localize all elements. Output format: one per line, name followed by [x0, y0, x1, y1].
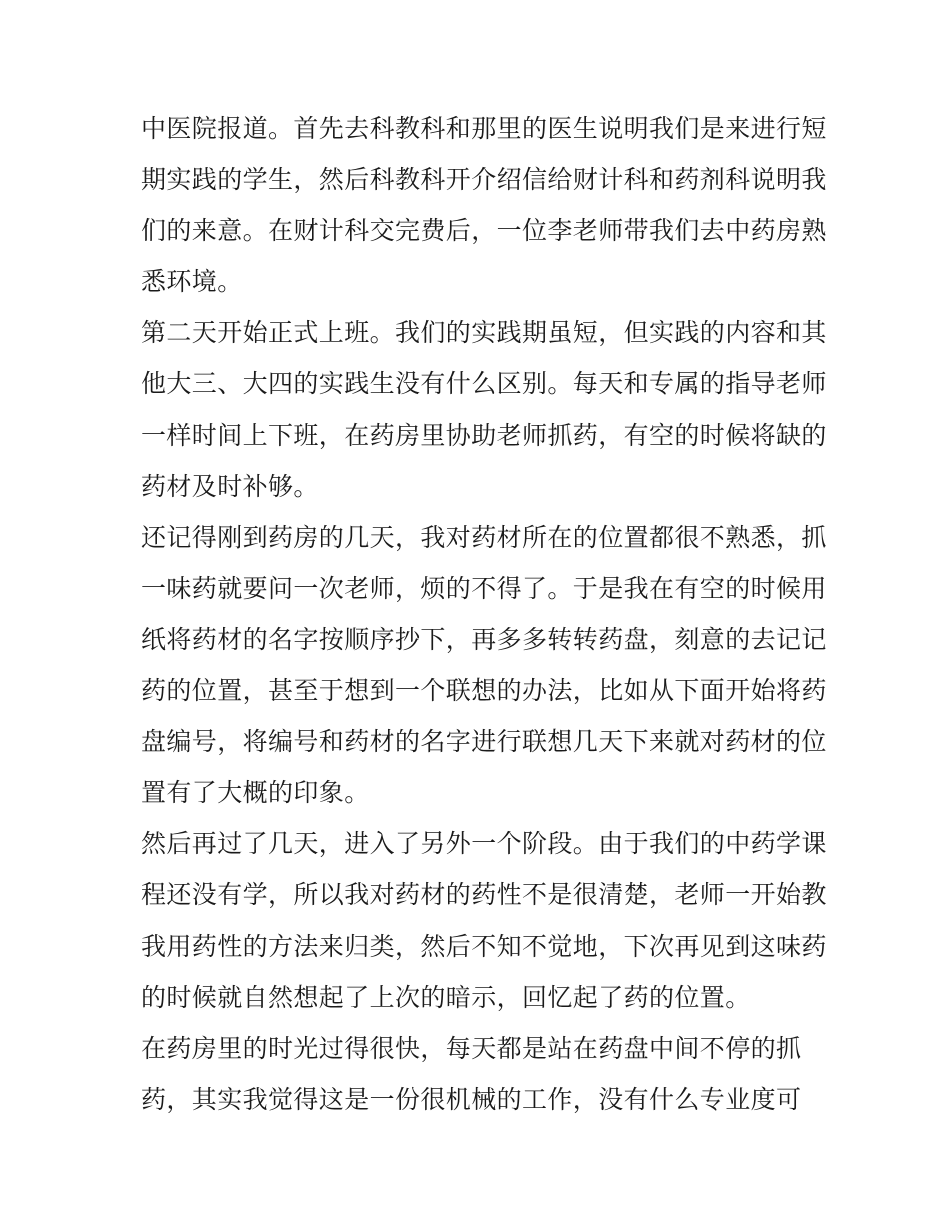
text-line: 置有了大概的印象。 — [141, 778, 370, 808]
text-line: 然后再过了几天，进入了另外一个阶段。由于我们的中药学课 — [141, 829, 827, 859]
text-line: 还记得刚到药房的几天，我对药材所在的位置都很不熟悉，抓 — [141, 522, 827, 552]
text-line: 一味药就要问一次老师，烦的不得了。于是我在有空的时候用 — [141, 573, 827, 603]
text-line: 药材及时补够。 — [141, 471, 319, 501]
text-line: 纸将药材的名字按顺序抄下，再多多转转药盘，刻意的去记记 — [141, 624, 827, 654]
text-line: 中医院报道。首先去科教科和那里的医生说明我们是来进行短 — [141, 114, 827, 143]
text-line: 期实践的学生，然后科教科开介绍信给财计科和药剂科说明我 — [141, 165, 827, 195]
text-line: 我用药性的方法来归类，然后不知不觉地，下次再见到这味药 — [141, 931, 827, 961]
text-line: 悉环境。 — [141, 267, 243, 297]
text-line: 盘编号，将编号和药材的名字进行联想几天下来就对药材的位 — [141, 727, 827, 757]
text-line: 在药房里的时光过得很快，每天都是站在药盘中间不停的抓 — [141, 1033, 802, 1063]
text-line: 他大三、大四的实践生没有什么区别。每天和专属的指导老师 — [141, 369, 827, 399]
text-line: 药，其实我觉得这是一份很机械的工作，没有什么专业度可 — [141, 1084, 802, 1114]
document-body — [141, 103, 827, 1125]
text-line: 的时候就自然想起了上次的暗示，回忆起了药的位置。 — [141, 982, 751, 1012]
text-line: 们的来意。在财计科交完费后，一位李老师带我们去中药房熟 — [141, 216, 827, 246]
text-line: 药的位置，甚至于想到一个联想的办法，比如从下面开始将药 — [141, 676, 827, 706]
text-line: 第二天开始正式上班。我们的实践期虽短，但实践的内容和其 — [141, 318, 827, 348]
text-line: 一样时间上下班，在药房里协助老师抓药，有空的时候将缺的 — [141, 420, 827, 450]
text-line: 程还没有学，所以我对药材的药性不是很清楚，老师一开始教 — [141, 880, 827, 910]
